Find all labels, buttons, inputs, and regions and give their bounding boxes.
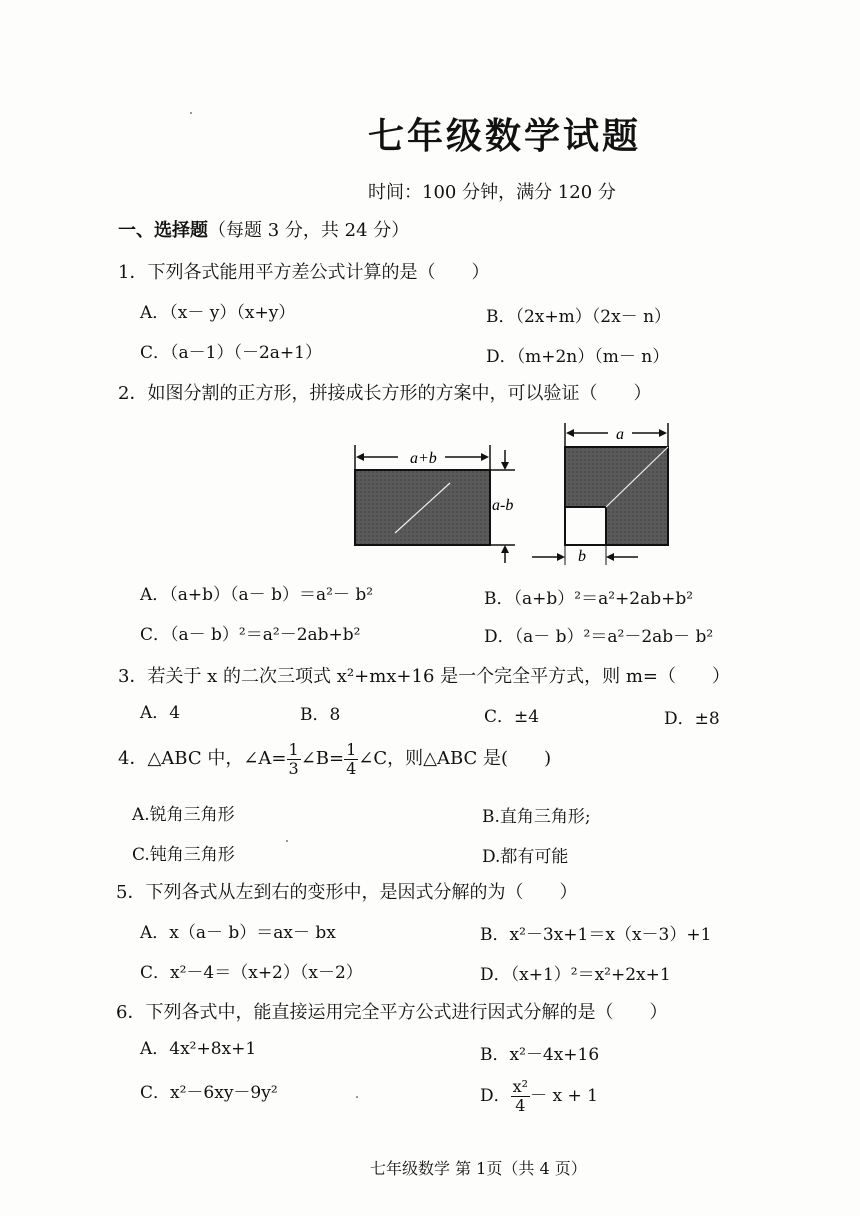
label-a-minus-b: a-b: [492, 497, 514, 514]
fraction-one-fourth-denominator: 4: [346, 758, 357, 778]
question-5-option-b: B．x²－3x+1＝x（x－3）+1: [480, 925, 712, 945]
fraction-one-third-numerator: 1: [288, 739, 299, 759]
question-2-option-b: B．（a+b）²＝a²+2ab+b²: [484, 589, 694, 609]
question-4-option-c: C.钝角三角形: [132, 845, 235, 865]
question-4-option-a: A.锐角三角形: [132, 805, 235, 825]
question-2-stem: 2．如图分割的正方形，拼接成长方形的方案中，可以验证（ ）: [118, 383, 652, 404]
side-arrowhead-top: [501, 462, 509, 470]
scan-speck: [190, 112, 192, 114]
fraction-one-fourth: [344, 741, 358, 778]
question-5-option-d: D．（x+1）²＝x²+2x+1: [480, 965, 671, 985]
question-3-stem: 3．若关于 x 的二次三项式 x²+mx+16 是一个完全平方式，则 m=（ ）: [118, 666, 731, 687]
question-3-option-c: C．±4: [484, 707, 540, 727]
question-3-option-b: B．8: [300, 705, 341, 725]
rectangle-diagram: [355, 445, 515, 563]
question-6-option-c: C．x²－6xy－9y²: [140, 1083, 278, 1103]
fraction-one-third-denominator: 3: [288, 758, 299, 778]
question-4-option-d: D.都有可能: [482, 847, 569, 867]
question-3-option-a: A．4: [140, 703, 181, 723]
fraction-one-third: [287, 741, 301, 778]
scan-speck: [286, 840, 288, 842]
section-heading: [118, 216, 409, 242]
question-5-stem: 5．下列各式从左到右的变形中，是因式分解的为（ ）: [116, 882, 578, 903]
bottom-arrowhead-right: [606, 553, 614, 561]
fraction-numerator: x²: [512, 1077, 529, 1096]
question-4-stem-suffix: ∠C，则△ABC 是( ): [358, 748, 552, 769]
question-6-option-d: [480, 1076, 598, 1116]
question-2-option-c: C．（a－ b）²＝a²－2ab+b²: [140, 625, 361, 645]
exam-info: 时间：100 分钟，满分 120 分: [368, 182, 616, 203]
arrowhead-left: [356, 453, 364, 461]
question-4-stem-middle: ∠B=: [300, 748, 345, 769]
question-6-option-a: A．4x²+8x+1: [140, 1039, 257, 1059]
question-4-stem-prefix: 4．△ABC 中，∠A=: [118, 748, 287, 769]
question-4-option-b: B.直角三角形;: [482, 807, 591, 827]
page-footer: 七年级数学 第 1页（共 4 页）: [370, 1159, 587, 1178]
square-arrowhead-right: [659, 429, 667, 437]
label-a: a: [616, 426, 624, 443]
side-arrowhead-bottom: [501, 545, 509, 553]
question-2-figure: [340, 415, 700, 565]
question-2-option-a: A．（a+b）（a－ b）＝a²－ b²: [140, 585, 374, 605]
square-arrowhead-left: [566, 429, 574, 437]
question-2-option-d: D．（a－ b）²＝a²－2ab－ b²: [484, 627, 714, 647]
question-1-stem: 1．下列各式能用平方差公式计算的是（ ）: [118, 262, 490, 283]
question-6-stem: 6．下列各式中，能直接运用完全平方公式进行因式分解的是（ ）: [116, 1002, 668, 1023]
page-title: 七年级数学试题: [368, 115, 642, 157]
question-6-option-d-prefix: D．: [480, 1086, 511, 1106]
question-1-option-b: B．（2x+m）（2x－ n）: [486, 307, 672, 327]
section-note: （每题 3 分，共 24 分）: [208, 220, 410, 241]
label-a-plus-b: a+b: [410, 450, 437, 467]
arrowhead-right: [481, 453, 489, 461]
fraction-one-fourth-numerator: 1: [346, 739, 357, 759]
scan-speck: [356, 1096, 358, 1098]
question-6-option-b: B．x²－4x+16: [480, 1045, 600, 1065]
section-title: 一、选择题: [118, 220, 208, 241]
label-b: b: [578, 548, 586, 565]
question-5-option-a: A．x（a－ b）＝ax－ bx: [140, 923, 336, 943]
question-1-option-c: C．（a－1）（－2a+1）: [140, 343, 322, 363]
question-4-stem: [118, 740, 551, 778]
small-square-b: [565, 507, 606, 545]
fraction-denominator: 4: [515, 1096, 526, 1115]
question-6-option-d-suffix: － x + 1: [530, 1086, 598, 1106]
question-1-option-a: A．（x－ y）（x+y）: [140, 303, 296, 323]
question-5-option-c: C．x²－4＝（x+2）（x－2）: [140, 963, 363, 983]
question-1-option-d: D．（m+2n）（m－ n）: [486, 347, 670, 367]
square-diagram: [532, 423, 668, 565]
fraction-x-squared-over-4: [511, 1078, 530, 1115]
bottom-arrowhead-left: [557, 553, 565, 561]
question-3-option-d: D．±8: [664, 709, 720, 729]
